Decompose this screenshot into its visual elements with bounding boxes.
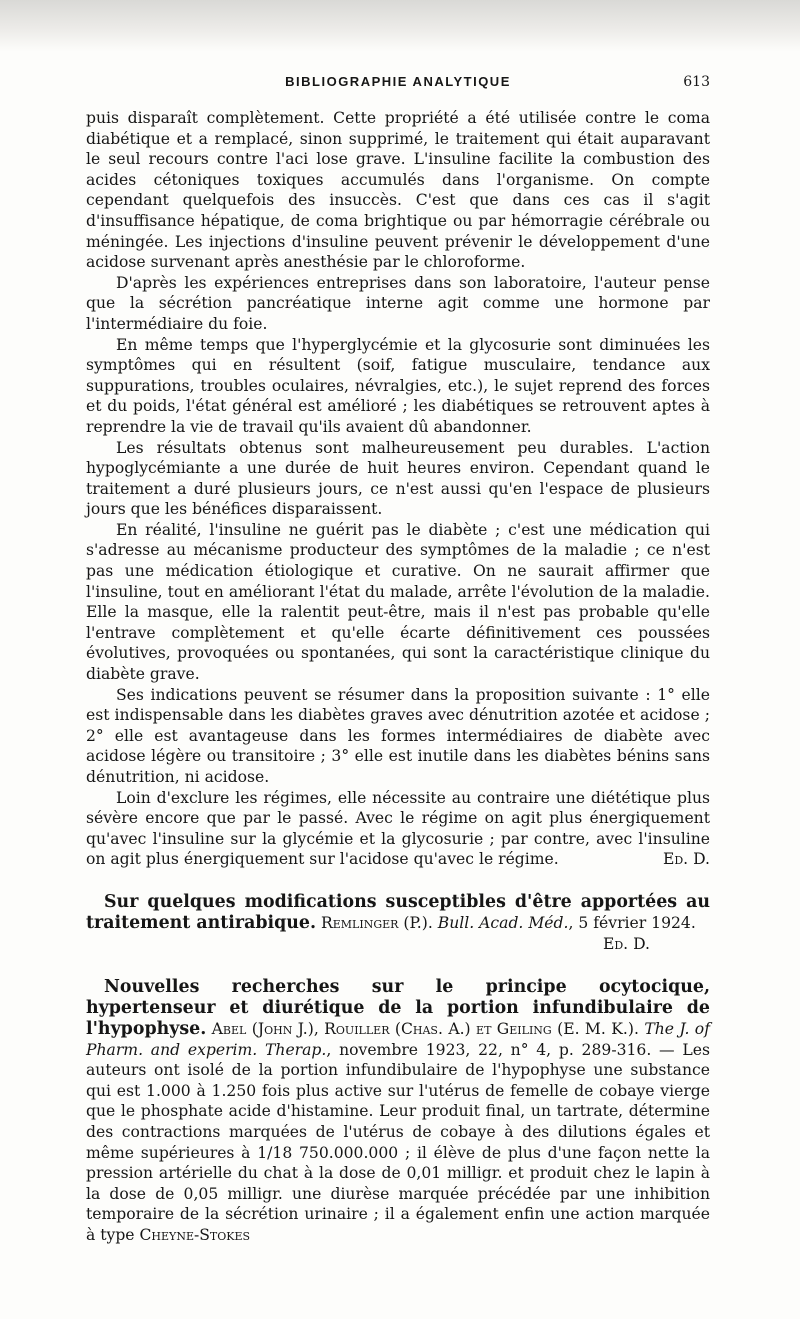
- entry-abstract: Les auteurs ont isolé de la portion infundibulaire de l'hypophyse une substance qui est 1.000 à 1.250 fois plus active sur l'utérus de femelle de cobaye vierge que le phosphate acide d'histamine. Leur produit final, un tartrate, détermine des contractions marquées de l'utérus de cobaye à des dilutions égales et même supérieures à 1/18 750.000.000 ; il élève de plus d'une façon nette la pression artérielle du chat à la dose de 0,01 milligr. et produit chez le lapin à la dose de 0,05 milligr. une diurèse marquée précédée par une inhibition temporaire de la sécrétion urinaire ; il a également enfin une action marquée à type: [86, 1040, 710, 1244]
- page-number: 613: [683, 74, 710, 90]
- running-title: BIBLIOGRAPHIE ANALYTIQUE: [285, 74, 511, 89]
- article-body: [86, 108, 710, 1246]
- entry-title: Nouvelles recherches sur le principe ocytocique, hypertenseur et diurétique de la portion infundibulaire de l'hypophyse.: [86, 976, 710, 1039]
- bibliography-entry: [86, 892, 710, 955]
- entry-journal: The J. of Pharm. and experim. Therap.: [86, 1019, 710, 1059]
- signature: Ed. D.: [662, 850, 710, 869]
- paragraph: D'après les expériences entreprises dans son laboratoire, l'auteur pense que la sécrétion pancréatique interne agit comme une hormone par l'intermédiaire du foie.: [86, 273, 710, 333]
- entry-author: Remlinger (P.).: [321, 913, 433, 932]
- entry-journal: Bull. Acad. Méd.: [437, 913, 569, 932]
- entry-signature: Ed. D.: [602, 934, 650, 953]
- paragraph: En réalité, l'insuline ne guérit pas le diabète ; c'est une médication qui s'adresse au mécanisme producteur des symptômes de la maladie ; ce n'est pas une médication étiologique et curative. On ne saurait affirmer que l'insuline, tout en améliorant l'état du malade, arrête l'évolution de la maladie. Elle la masque, elle la ralentit peut-être, mais il n'est pas probable qu'elle l'entrave complètement et qu'elle écarte définitivement ces poussées évolutives, provoquées ou spontanées, qui sont la caractéristique clinique du diabète grave.: [86, 520, 710, 684]
- paragraph: Les résultats obtenus sont malheureusement peu durables. L'action hypoglycémiante a une durée de huit heures environ. Cependant quand le traitement a duré plusieurs jours, ce n'est aussi qu'en l'espace de plusieurs jours que les bénéfices disparaissent.: [86, 438, 710, 519]
- entry-authors: Abel (John J.), Rouiller (Chas. A.) et Geiling (E. M. K.).: [211, 1019, 639, 1038]
- entry-date: , 5 février 1924.: [568, 913, 696, 932]
- paragraph: Ses indications peuvent se résumer dans la proposition suivante : 1° elle est indispensable dans les diabètes graves avec dénutrition azotée et acidose ; 2° elle est avantageuse dans les formes intermédiaires de diabète avec acidose légère ou transitoire ; 3° elle est inutile dans les diabètes bénins sans dénutrition, ni acidose.: [86, 685, 710, 786]
- paragraph: En même temps que l'hyperglycémie et la glycosurie sont diminuées les symptômes qui en résultent (soif, fatigue musculaire, tendance aux suppurations, troubles oculaires, névralgies, etc.), le sujet reprend des forces et du poids, l'état général est amélioré ; les diabétiques se retrouvent aptes à reprendre la vie de travail qu'ils avaient dû abandonner.: [86, 335, 710, 436]
- paragraph-last: [86, 788, 710, 870]
- running-head: [86, 74, 710, 96]
- paragraph: puis disparaît complètement. Cette propriété a été utilisée contre le coma diabétique et a remplacé, sinon supprimé, le traitement qui était auparavant le seul recours contre l'aci lose grave. L'insuline facilite la combustion des acides cétoniques toxiques accumulés dans l'organisme. On compte cependant quelquefois des insuccès. C'est que dans ces cas il s'agit d'insuffisance hépatique, de coma brightique ou par hémorragie cérébrale ou méningée. Les injections d'insuline peuvent prévenir le développement d'une acidose survenant après anesthésie par le chloroforme.: [86, 109, 710, 272]
- entry-eponym: Cheyne-Stokes: [139, 1225, 251, 1244]
- paragraph-text: Loin d'exclure les régimes, elle nécessite au contraire une diététique plus sévère encore que par le passé. Avec le régime on agit plus énergiquement qu'avec l'insuline sur la glycémie et la glycosurie ; par contre, avec l'insuline on agit plus énergiquement sur l'acidose qu'avec le régime.: [86, 788, 710, 869]
- entry-citation: , novembre 1923, 22, n° 4, p. 289-316. —: [326, 1040, 683, 1059]
- bibliography-entry: [86, 977, 710, 1246]
- entry-title: Sur quelques modifications susceptibles d'être apportées au traitement antirabique.: [86, 891, 710, 933]
- scan-border: [0, 0, 800, 52]
